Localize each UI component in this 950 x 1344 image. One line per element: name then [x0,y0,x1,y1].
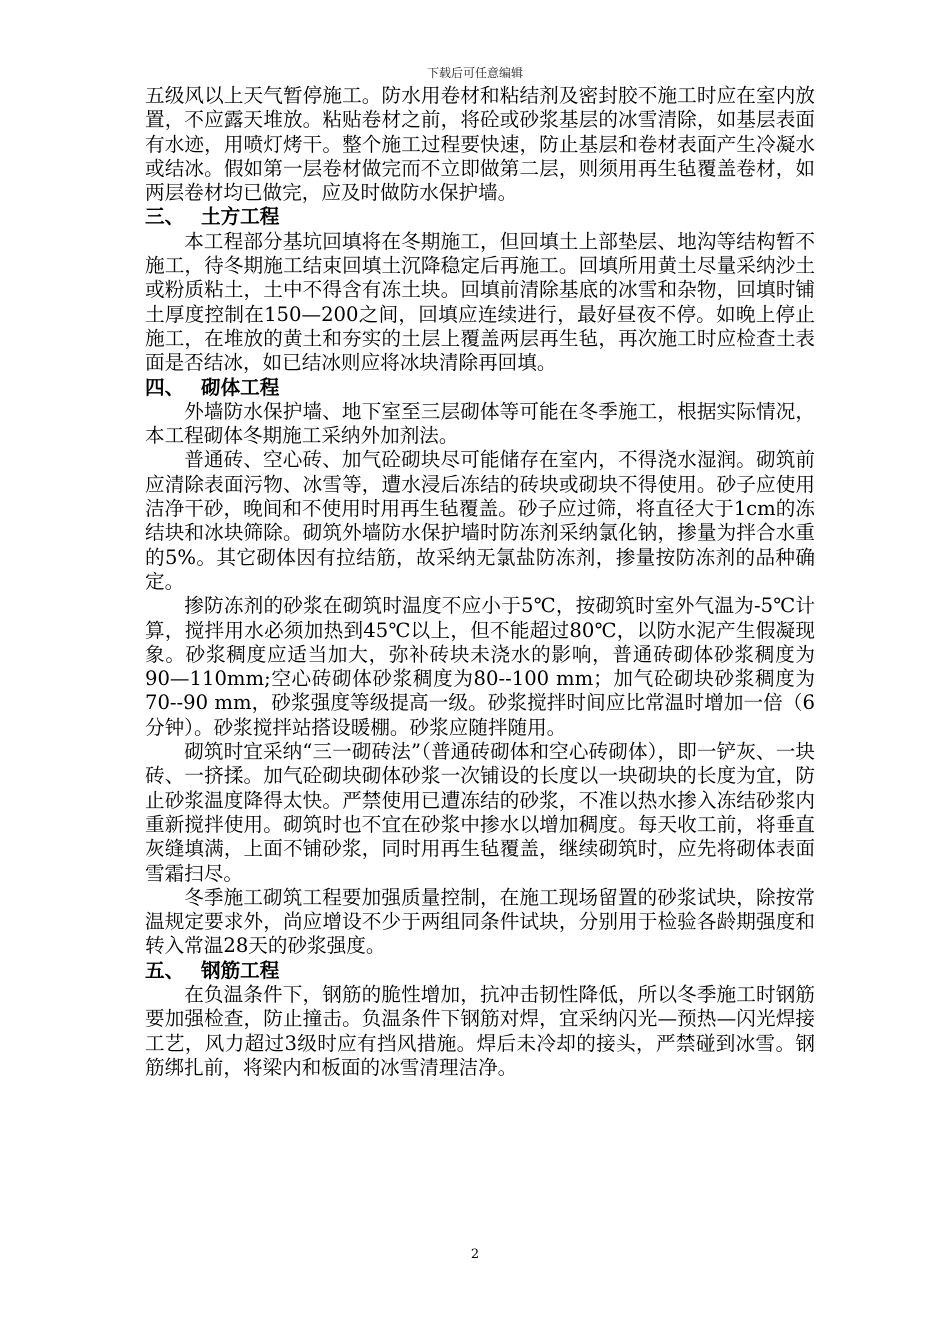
paragraph-masonry-intro: 外墙防水保护墙、地下室至三层砌体等可能在冬季施工，根据实际情况，本工程砌体冬期施工采纳外加剂法。 [145,399,815,448]
section-heading-rebar [145,959,815,983]
section-number: 三、 [145,205,185,229]
paragraph-masonry-materials: 普通砖、空心砖、加气砼砌块尽可能储存在室内，不得浇水湿润。砌筑前应清除表面污物、冰雪等，遭水浸后冻结的砖块或砌块不得使用。砂子应使用洁净干砂，晚间和不使用时用再生毡覆盖。砂子应过筛，将直径大于1cm的冻结块和冰块筛除。砌筑外墙防水保护墙时防冻剂采纳氯化钠，掺量为拌合水重的5%。其它砌体因有拉结筋，故采纳无氯盐防冻剂，掺量按防冻剂的品种确定。 [145,448,815,593]
paragraph-waterproofing: 五级风以上天气暂停施工。防水用卷材和粘结剂及密封胶不施工时应在室内放置，不应露天堆放。粘贴卷材之前，将砼或砂浆基层的冰雪清除，如基层表面有水迹，用喷灯烤干。整个施工过程要快速，防止基层和卷材表面产生冷凝水或结冰。假如第一层卷材做完而不立即做第二层，则须用再生毡覆盖卷材，如两层卷材均已做完，应及时做防水保护墙。 [145,84,815,205]
section-heading-earthwork [145,205,815,229]
page-number: 2 [470,1247,480,1262]
section-heading-masonry [145,376,815,400]
document-body [145,84,815,1080]
page-header: 下载后可任意编辑 [426,66,523,80]
paragraph-rebar: 在负温条件下，钢筋的脆性增加，抗冲击韧性降低，所以冬季施工时钢筋要加强检查，防止撞击。负温条件下钢筋对焊，宜采纳闪光—预热—闪光焊接工艺，风力超过3级时应有挡风措施。焊后未冷却的接头，严禁碰到冰雪。钢筋绑扎前，将梁内和板面的冰雪清理洁净。 [145,982,815,1079]
paragraph-earthwork: 本工程部分基坑回填将在冬期施工，但回填土上部垫层、地沟等结构暂不施工，待冬期施工结束回填土沉降稳定后再施工。回填所用黄土尽量采纳沙土或粉质粘土，土中不得含有冻土块。回填前清除基底的冰雪和杂物，回填时铺土厚度控制在150—200之间，回填应连续进行，最好昼夜不停。如晚上停止施工，在堆放的黄土和夯实的土层上覆盖两层再生毡，再次施工时应检查土表面是否结冰，如已结冰则应将冰块清除再回填。 [145,229,815,375]
section-title: 土方工程 [201,205,280,229]
section-number: 四、 [145,375,185,399]
paragraph-masonry-method: 砌筑时宜采纳“三一砌砖法”（普通砖砌体和空心砖砌体），即一铲灰、一块砖、一挤揉。加气砼砌块砌体砂浆一次铺设的长度以一块砌块的长度为宜，防止砂浆温度降得太快。严禁使用已遭冻结的砂浆，不准以热水掺入冻结砂浆内重新搅拌使用。砌筑时也不宜在砂浆中掺水以增加稠度。每天收工前，将垂直灰缝填满，上面不铺砂浆，同时用再生毡覆盖，继续砌筑时，应先将砌体表面雪霜扫尽。 [145,740,815,885]
paragraph-masonry-quality: 冬季施工砌筑工程要加强质量控制，在施工现场留置的砂浆试块，除按常温规定要求外，尚应增设不少于两组同条件试块，分别用于检验各龄期强度和转入常温28天的砂浆强度。 [145,885,815,958]
section-title: 钢筋工程 [201,958,280,982]
paragraph-masonry-mortar: 掺防冻剂的砂浆在砌筑时温度不应小于5℃，按砌筑时室外气温为-5℃计算，搅拌用水必须加热到45℃以上，但不能超过80℃，以防水泥产生假凝现象。砂浆稠度应适当加大，弥补砖块未浇水的影响，普通砖砌体砂浆稠度为90—110mm;空心砖砌体砂浆稠度为80--100 mm；加气砼砌块砂浆稠度为70--90 mm，砂浆强度等级提高一级。砂浆搅拌时间应比常温时增加一倍（6分钟）。砂浆搅拌站搭设暖棚。砂浆应随拌随用。 [145,594,815,739]
section-number: 五、 [145,958,185,982]
section-title: 砌体工程 [201,375,280,399]
